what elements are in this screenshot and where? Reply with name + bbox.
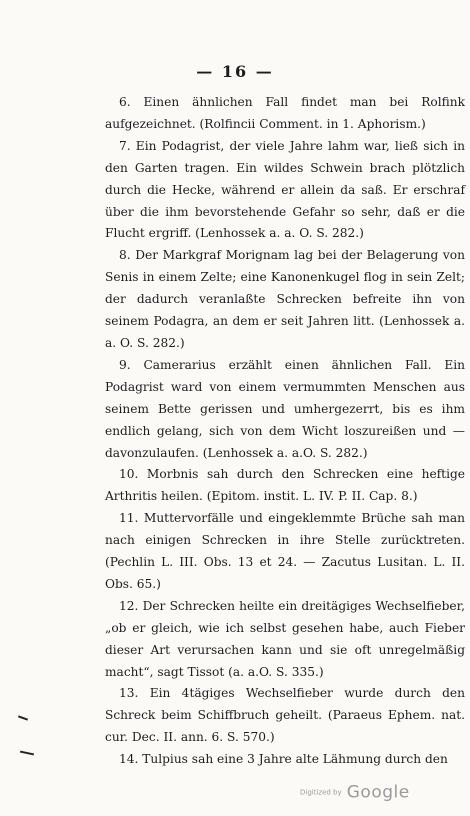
watermark-prefix: Digitized by <box>300 788 342 797</box>
paragraph-6: 6. Einen ähnlichen Fall findet man bei Rolfink aufgezeichnet. (Rolfincii Comment. in 1. Aphorism.) <box>105 95 465 131</box>
margin-ink-mark <box>18 715 28 720</box>
margin-ink-mark <box>20 751 34 756</box>
paragraph-8: 8. Der Markgraf Morignam lag bei der Belagerung von Senis in einem Zelte; eine Kanonenkugel flog in sein Zelt; der dadurch veranlaßte Schrecken befreite ihn von seinem Podagra, an dem er seit Jahren litt. (Lenhossek a. a. O. S. 282.) <box>105 248 465 350</box>
paragraph-7: 7. Ein Podagrist, der viele Jahre lahm war, ließ sich in den Garten tragen. Ein wildes Schwein brach plötzlich durch die Hecke, während er allein da saß. Er erschraf über die ihm bevorstehende Gefahr so sehr, daß er die Flucht ergriff. (Lenhossek a. a. O. S. 282.) <box>105 138 465 241</box>
paragraph-9: 9. Camerarius erzählt einen ähnlichen Fall. Ein Podagrist ward von einem vermummten Menschen aus seinem Bette gerissen und umhergezerrt, bis es ihm endlich gelang, sich von dem Wicht loszureißen und — davonzulaufen. (Lenhossek a. a.O. S. 282.) <box>105 357 465 460</box>
paragraph-11: 11. Muttervorfälle und eingeklemmte Brüche sah man nach einigen Schrecken in ihre Stelle zurücktreten. (Pechlin L. III. Obs. 13 et 24. — Zacutus Lusitan. L. II. Obs. 65.) <box>105 511 465 591</box>
google-logo-text: Google <box>346 782 410 803</box>
paragraph-13: 13. Ein 4tägiges Wechselfieber wurde durch den Schreck beim Schiffbruch geheilt. (Paraeus Ephem. nat. cur. Dec. II. ann. 6. S. 570.) <box>105 686 465 745</box>
page-body <box>105 92 465 771</box>
paragraph-12: 12. Der Schrecken heilte ein dreitägiges Wechselfieber, „ob er gleich, wie ich selbst gesehen habe, auch Fieber dieser Art verursachen kann und sie oft unregelmäßig macht“, sagt Tissot (a. a.O. S. 335.) <box>105 598 465 679</box>
paragraph-10: 10. Morbnis sah durch den Schrecken eine heftige Arthritis heilen. (Epitom. instit. L. IV. P. II. Cap. 8.) <box>105 467 465 504</box>
paragraph-14: 14. Tulpius sah eine 3 Jahre alte Lähmung durch den <box>119 752 448 767</box>
digitized-watermark <box>300 782 410 803</box>
page-number: — 16 — <box>196 62 274 81</box>
